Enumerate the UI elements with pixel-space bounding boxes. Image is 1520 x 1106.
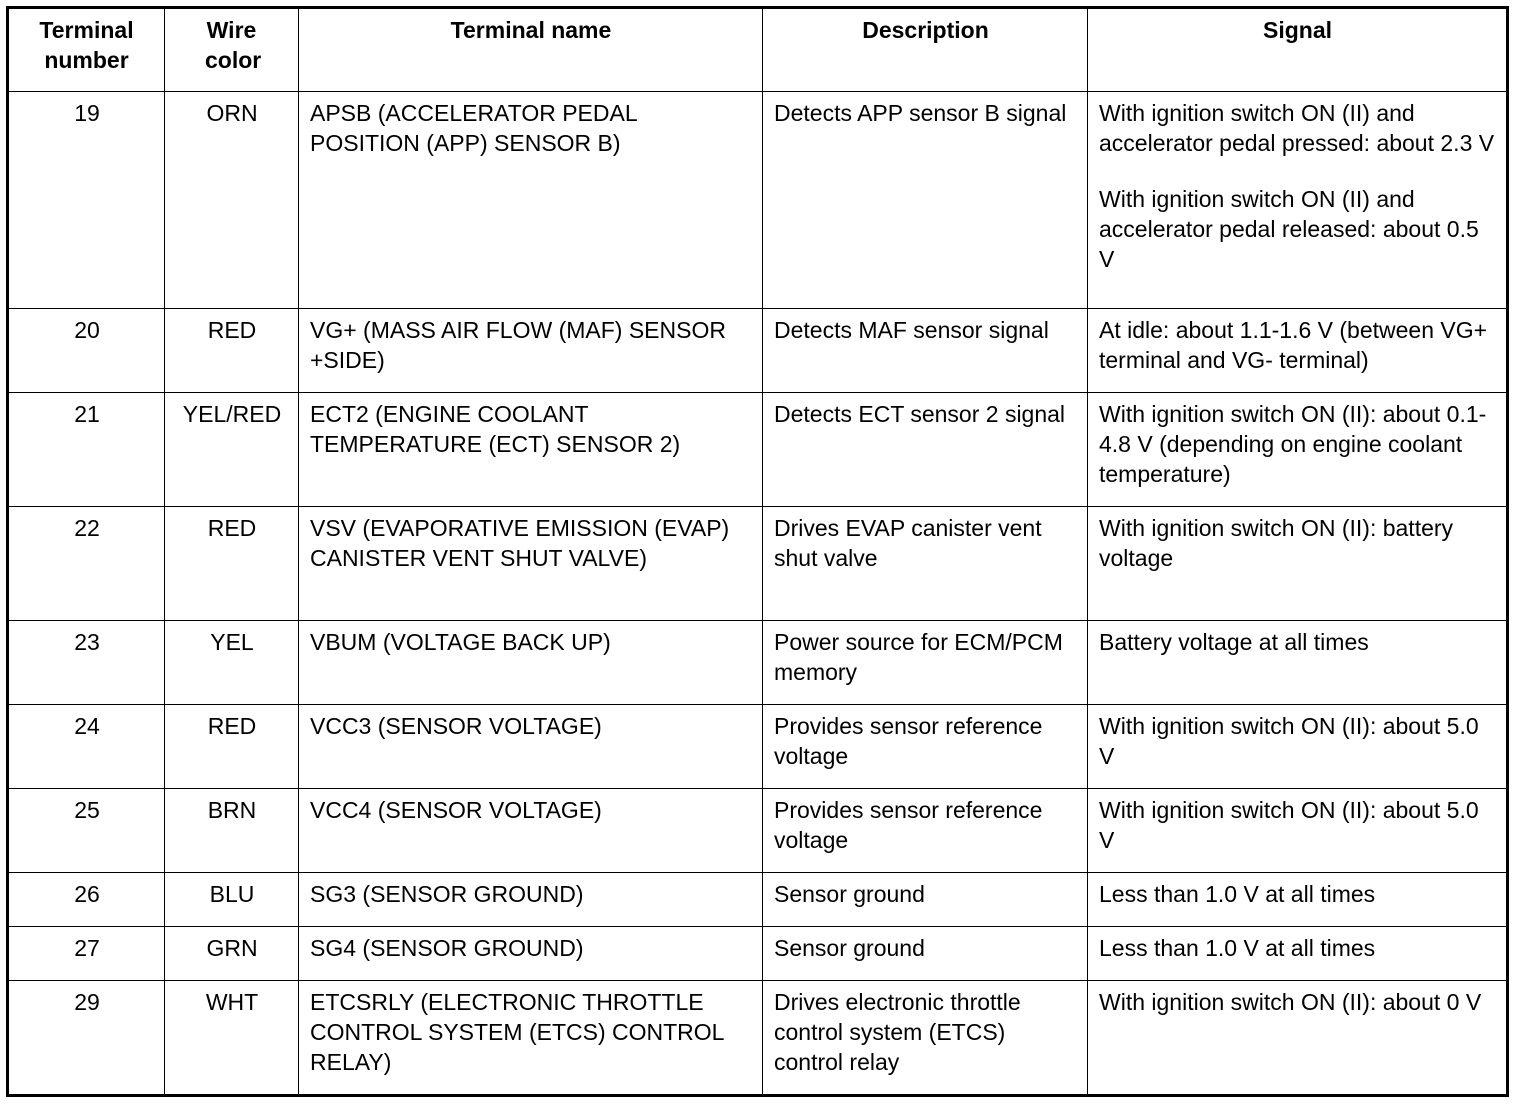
table-row xyxy=(8,92,1508,309)
terminal-name-cell: VBUM (VOLTAGE BACK UP) xyxy=(299,621,763,705)
signal-cell xyxy=(1088,873,1508,927)
header-description: Description xyxy=(763,8,1088,92)
signal-cell xyxy=(1088,789,1508,873)
description-cell: Provides sensor reference voltage xyxy=(763,705,1088,789)
signal-text: With ignition switch ON (II): about 0.1-4.8 V (depending on engine coolant temperature) xyxy=(1099,401,1487,487)
signal-text: Less than 1.0 V at all times xyxy=(1099,881,1376,907)
header-wire-color: Wire color xyxy=(165,8,299,92)
table-row xyxy=(8,789,1508,873)
description-cell: Sensor ground xyxy=(763,927,1088,981)
description-cell: Sensor ground xyxy=(763,873,1088,927)
table-row xyxy=(8,927,1508,981)
header-row xyxy=(8,8,1508,92)
description-cell: Drives EVAP canister vent shut valve xyxy=(763,507,1088,621)
terminal-name-cell: ECT2 (ENGINE COOLANT TEMPERATURE (ECT) SENSOR 2) xyxy=(299,393,763,507)
wire-color-cell: ORN xyxy=(165,92,299,309)
wire-color-cell: WHT xyxy=(165,981,299,1096)
signal-cell xyxy=(1088,393,1508,507)
terminal-number-cell: 21 xyxy=(8,393,165,507)
signal-text: With ignition switch ON (II) and accelerator pedal released: about 0.5 V xyxy=(1099,186,1479,272)
terminal-number-cell: 24 xyxy=(8,705,165,789)
signal-text: At idle: about 1.1-1.6 V (between VG+ terminal and VG- terminal) xyxy=(1099,317,1488,373)
signal-text: With ignition switch ON (II) and accelerator pedal pressed: about 2.3 V xyxy=(1099,100,1495,156)
table-row xyxy=(8,981,1508,1096)
signal-cell xyxy=(1088,92,1508,309)
terminal-number-cell: 20 xyxy=(8,309,165,393)
terminal-number-cell: 27 xyxy=(8,927,165,981)
table-row xyxy=(8,309,1508,393)
table-row xyxy=(8,873,1508,927)
signal-text: Battery voltage at all times xyxy=(1099,629,1369,655)
wire-color-cell: BRN xyxy=(165,789,299,873)
wire-color-cell: RED xyxy=(165,507,299,621)
signal-text: Less than 1.0 V at all times xyxy=(1099,935,1376,961)
terminal-number-cell: 29 xyxy=(8,981,165,1096)
terminal-table xyxy=(6,6,1509,1097)
wire-color-cell: YEL/RED xyxy=(165,393,299,507)
description-cell: Detects MAF sensor signal xyxy=(763,309,1088,393)
wire-color-cell: GRN xyxy=(165,927,299,981)
signal-cell xyxy=(1088,981,1508,1096)
signal-cell xyxy=(1088,621,1508,705)
signal-cell xyxy=(1088,927,1508,981)
header-terminal-name: Terminal name xyxy=(299,8,763,92)
table-row xyxy=(8,705,1508,789)
description-cell: Power source for ECM/PCM memory xyxy=(763,621,1088,705)
table-row xyxy=(8,621,1508,705)
signal-text: With ignition switch ON (II): battery voltage xyxy=(1099,515,1454,571)
description-cell: Provides sensor reference voltage xyxy=(763,789,1088,873)
terminal-name-cell: VSV (EVAPORATIVE EMISSION (EVAP) CANISTER VENT SHUT VALVE) xyxy=(299,507,763,621)
terminal-number-cell: 23 xyxy=(8,621,165,705)
terminal-table-container xyxy=(6,6,1509,1097)
terminal-name-cell: VG+ (MASS AIR FLOW (MAF) SENSOR +SIDE) xyxy=(299,309,763,393)
description-cell: Detects ECT sensor 2 signal xyxy=(763,393,1088,507)
signal-cell xyxy=(1088,507,1508,621)
terminal-name-cell: SG3 (SENSOR GROUND) xyxy=(299,873,763,927)
signal-cell xyxy=(1088,309,1508,393)
wire-color-cell: RED xyxy=(165,705,299,789)
wire-color-cell: BLU xyxy=(165,873,299,927)
header-signal: Signal xyxy=(1088,8,1508,92)
terminal-name-cell: VCC4 (SENSOR VOLTAGE) xyxy=(299,789,763,873)
description-cell: Drives electronic throttle control system (ETCS) control relay xyxy=(763,981,1088,1096)
terminal-number-cell: 22 xyxy=(8,507,165,621)
wire-color-cell: RED xyxy=(165,309,299,393)
signal-text: With ignition switch ON (II): about 5.0 V xyxy=(1099,797,1479,853)
signal-text: With ignition switch ON (II): about 0 V xyxy=(1099,989,1482,1015)
signal-cell xyxy=(1088,705,1508,789)
description-cell: Detects APP sensor B signal xyxy=(763,92,1088,309)
terminal-number-cell: 26 xyxy=(8,873,165,927)
terminal-number-cell: 19 xyxy=(8,92,165,309)
table-row xyxy=(8,393,1508,507)
terminal-name-cell: APSB (ACCELERATOR PEDAL POSITION (APP) SENSOR B) xyxy=(299,92,763,309)
terminal-number-cell: 25 xyxy=(8,789,165,873)
header-terminal-number: Terminal number xyxy=(8,8,165,92)
wire-color-cell: YEL xyxy=(165,621,299,705)
terminal-name-cell: ETCSRLY (ELECTRONIC THROTTLE CONTROL SYSTEM (ETCS) CONTROL RELAY) xyxy=(299,981,763,1096)
table-row xyxy=(8,507,1508,621)
signal-text: With ignition switch ON (II): about 5.0 V xyxy=(1099,713,1479,769)
terminal-name-cell: VCC3 (SENSOR VOLTAGE) xyxy=(299,705,763,789)
terminal-name-cell: SG4 (SENSOR GROUND) xyxy=(299,927,763,981)
